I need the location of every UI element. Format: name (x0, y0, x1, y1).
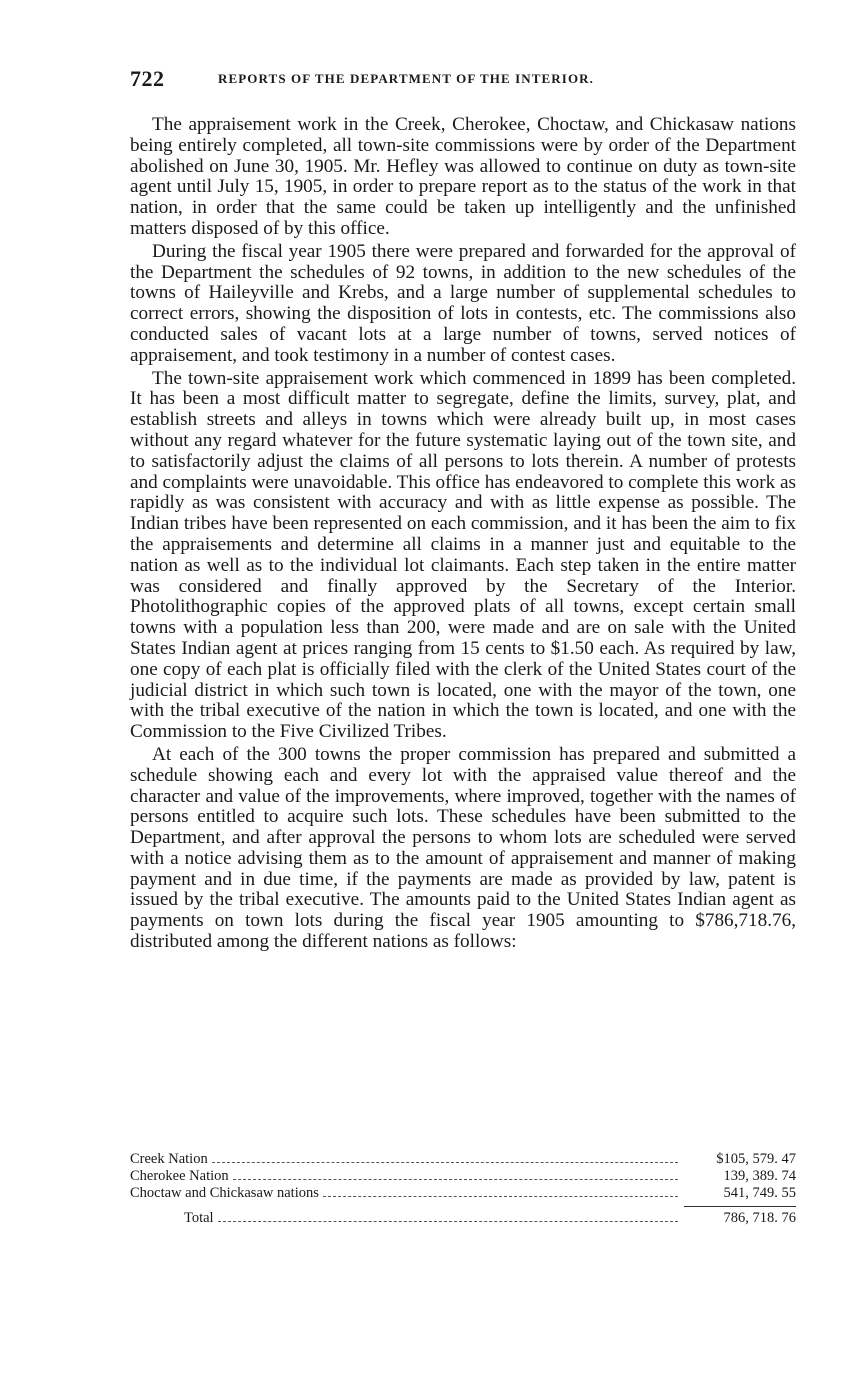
total-rule (684, 1206, 796, 1207)
total-row (130, 1210, 796, 1227)
nation-label: Creek Nation (130, 1151, 208, 1167)
dot-leader (218, 1210, 678, 1222)
dot-leader (212, 1151, 678, 1163)
paragraph-town-site-work: The town-site appraisement work which commenced in 1899 has been completed. It has been a most difficult matter to segregate, define the limits, survey, plat, and establish streets and alleys in towns which were already built up, in most cases without any regard whatever for the future systematic laying out of the town site, and to satisfactorily adjust the claims of all persons to lots therein. A number of protests and complaints were unavoidable. This office has endeavored to complete this work as rapidly as was consistent with accuracy and with as little expense as possible. The Indian tribes have been represented on each commission, and it has been the aim to fix the appraisements and determine all claims in a manner just and equitable to the nation as well as to the individual lot claimants. Each step taken in the entire matter was considered and finally approved by the Secretary of the Interior. Photolithographic copies of the approved plats of all towns, except certain small towns with a population less than 200, were made and are on sale with the United States Indian agent at prices ranging from 15 cents to $1.50 each. As required by law, one copy of each plat is officially filed with the clerk of the United States court of the judicial district in which such town is located, one with the mayor of the town, one with the tribal executive of the nation in which the town is located, and one with the Commission to the Five Civilized Tribes. (130, 367, 796, 743)
paragraph-town-schedules-payments: At each of the 300 towns the proper commission has prepared and submitted a schedule showing each and every lot with the appraised value thereof and the character and value of the improvements, where improved, together with the names of persons entitled to acquire such lots. These schedules have been submitted to the Department, and after approval the persons to whom lots are scheduled were served with a notice advising them as to the amount of appraisement and manner of making payment and in due time, if the payments are made as provided by law, patent is issued by the tribal executive. The amounts paid to the United States Indian agent as payments on town lots during the fiscal year 1905 amounting to $786,718.76, distributed among the different nations as follows: (130, 743, 796, 953)
body-text (130, 115, 796, 955)
nation-label: Cherokee Nation (130, 1168, 229, 1184)
dot-leader (233, 1168, 678, 1180)
table-row (130, 1185, 796, 1202)
total-label: Total (184, 1210, 214, 1226)
total-amount: 786, 718. 76 (723, 1210, 796, 1226)
nation-label: Choctaw and Chickasaw nations (130, 1185, 319, 1201)
nation-amount: $105, 579. 47 (716, 1151, 796, 1167)
paragraph-fiscal-year-schedules: During the fiscal year 1905 there were prepared and forwarded for the approval of the Department the schedules of 92 towns, in addition to the new schedules of the towns of Haileyville and Krebs, and a large number of supplemental schedules to correct errors, showing the disposition of lots in contests, etc. The commissions also conducted sales of vacant lots at a large number of towns, served notices of appraisement, and took testimony in a number of contest cases. (130, 240, 796, 366)
nation-amount: 541, 749. 55 (723, 1185, 796, 1201)
paragraph-appraisement-completed: The appraisement work in the Creek, Cherokee, Choctaw, and Chickasaw nations being entirely completed, all town-site commissions were by order of the Department abolished on June 30, 1905. Mr. Hefley was allowed to continue on duty as town-site agent until July 15, 1905, in order to prepare report as to the status of the work in that nation, in order that the same could be taken up intelligently and the unfinished matters disposed of by this office. (130, 114, 796, 239)
running-head: REPORTS OF THE DEPARTMENT OF THE INTERIOR. (218, 71, 594, 86)
nation-amount: 139, 389. 74 (723, 1168, 796, 1184)
table-row (130, 1151, 796, 1168)
page-number: 722 (130, 66, 165, 91)
table-row (130, 1168, 796, 1185)
page-header (130, 66, 796, 94)
payments-table (130, 1151, 796, 1227)
dot-leader (323, 1185, 678, 1197)
